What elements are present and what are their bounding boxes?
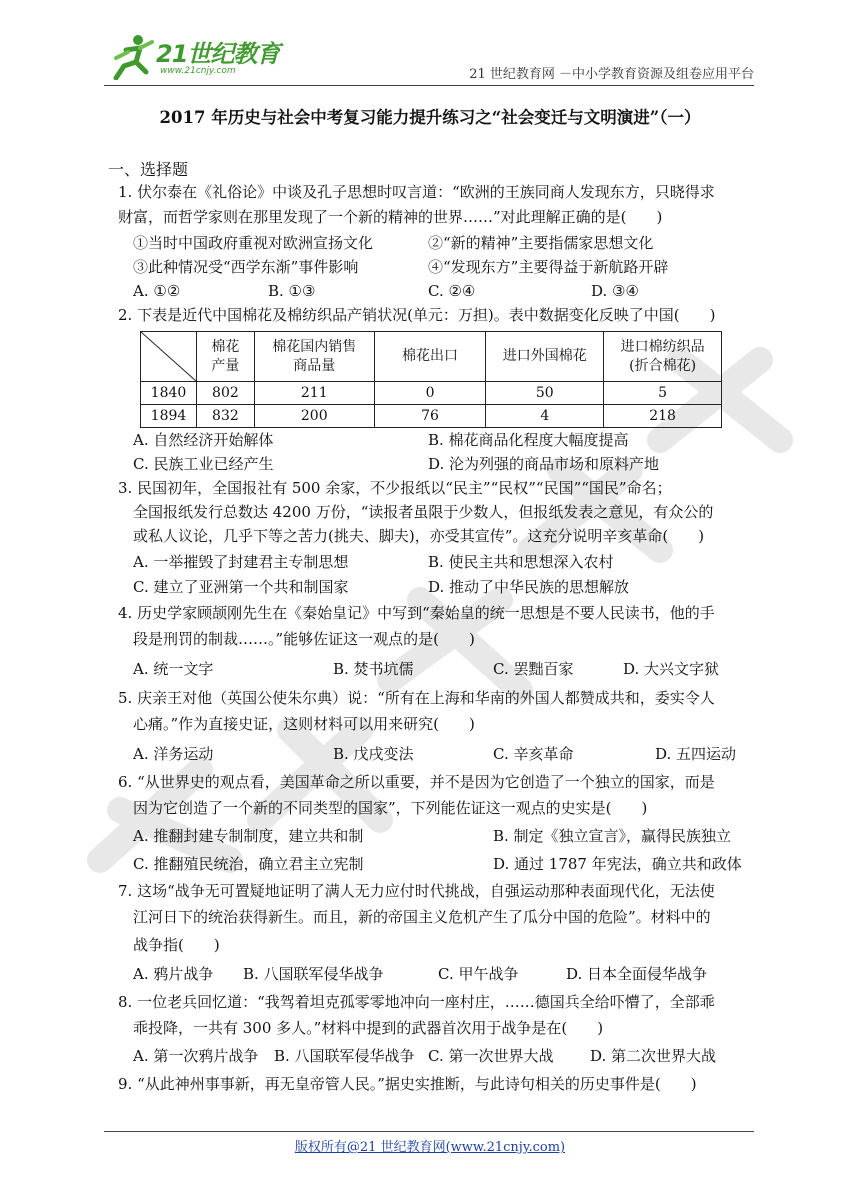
q5-line2: 心痛。”作为直接史证，这则材料可以用来研究( ): [133, 715, 475, 733]
q4-option-a[interactable]: A. 统一文字: [133, 660, 214, 678]
q1-statement-3: ③此种情况受“西学东渐”事件影响: [133, 258, 359, 276]
q1-line2: 财富，而哲学家则在那里发现了一个新的精神的世界……”对此理解正确的是( ): [118, 208, 663, 226]
table-header-cell: 进口外国棉花: [486, 332, 604, 382]
q8-option-b[interactable]: B. 八国联军侵华战争: [274, 1047, 415, 1065]
q1-statement-4: ④“发现东方”主要得益于新航路开辟: [428, 258, 669, 276]
q3-option-b[interactable]: B. 使民主共和思想深入农村: [428, 553, 614, 571]
footer-copyright-link[interactable]: 版权所有@21 世纪教育网(www.21cnjy.com): [294, 1140, 566, 1155]
table-cell: 832: [196, 405, 254, 428]
table-header-cell: 棉花国内销售 商品量: [254, 332, 374, 382]
q2-option-c[interactable]: C. 民族工业已经产生: [133, 455, 274, 473]
site-logo[interactable]: [104, 30, 304, 84]
q3-line1: 3. 民国初年，全国报社有 500 余家，不少报纸以“民主”“民权”“民国”“国民”命名；: [118, 479, 672, 497]
q5-option-d[interactable]: D. 五四运动: [655, 745, 737, 763]
q9-line1: 9. “从此神州事事新，再无皇帝管人民。”据史实推断，与此诗句相关的历史事件是( ): [118, 1075, 697, 1093]
table-cell: 200: [254, 405, 374, 428]
q1-line1: 1. 伏尔泰在《礼俗论》中谈及孔子思想时叹言道：“欧洲的王族同商人发现东方，只晓得求: [118, 183, 715, 201]
q4-line1: 4. 历史学家顾颉刚先生在《秦始皇记》中写到“秦始皇的统一思想是不要人民读书，他的手: [118, 604, 715, 622]
q3-option-c[interactable]: C. 建立了亚洲第一个共和制国家: [133, 578, 349, 596]
runner-logo-icon: [108, 32, 156, 80]
q4-line2: 段是刑罚的制裁……。”能够佐证这一观点的是( ): [133, 630, 475, 648]
table-cell: 76: [374, 405, 486, 428]
q7-line1: 7. 这场“战争无可置疑地证明了满人无力应付时代挑战，自强运动那种表面现代化，无法使: [118, 882, 715, 900]
q7-option-c[interactable]: C. 甲午战争: [438, 965, 519, 983]
table-header-cell: 棉花出口: [374, 332, 486, 382]
q3-line2: 全国报纸发行总数达 4200 万份，“读报者虽限于少数人，但报纸发表之意见，有众公的: [133, 503, 714, 521]
q6-option-d[interactable]: D. 通过 1787 年宪法，确立共和政体: [493, 855, 742, 873]
q1-option-c[interactable]: C. ②④: [428, 282, 476, 300]
q7-option-d[interactable]: D. 日本全面侵华战争: [566, 965, 708, 983]
q5-option-b[interactable]: B. 戊戌变法: [333, 745, 414, 763]
q1-statement-2: ②“新的精神”主要指儒家思想文化: [428, 234, 654, 252]
table-corner-cell: [141, 332, 197, 382]
header-tagline: 21 世纪教育网 －中小学教育资源及组卷应用平台: [469, 67, 754, 82]
q5-line1: 5. 庆亲王对他（英国公使朱尔典）说：“所有在上海和华南的外国人都赞成共和，委实令人: [118, 689, 715, 707]
table-cell: 802: [196, 382, 254, 405]
q5-option-a[interactable]: A. 洋务运动: [133, 745, 214, 763]
q8-line2: 乖投降，一共有 300 多人。”材料中提到的武器首次用于战争是在( ): [133, 1019, 604, 1037]
q2-option-b[interactable]: B. 棉花商品化程度大幅度提高: [428, 431, 629, 449]
q7-line2: 江河日下的统治获得新生。而且，新的帝国主义危机产生了瓜分中国的危险”。材料中的: [133, 908, 711, 926]
q1-option-a[interactable]: A. ①②: [133, 282, 181, 300]
q2-line1: 2. 下表是近代中国棉花及棉纺织品产销状况(单元：万担)。表中数据变化反映了中国( ): [118, 306, 716, 324]
q5-option-c[interactable]: C. 辛亥革命: [493, 745, 574, 763]
table-row: [141, 382, 722, 405]
q2-option-a[interactable]: A. 自然经济开始解体: [133, 431, 274, 449]
q7-option-b[interactable]: B. 八国联军侵华战争: [243, 965, 384, 983]
q6-option-c[interactable]: C. 推翻殖民统治，确立君主立宪制: [133, 855, 364, 873]
table-cell: 1894: [141, 405, 197, 428]
table-cell: 0: [374, 382, 486, 405]
cotton-data-table: [140, 331, 722, 428]
table-header-row: [141, 332, 722, 382]
page-title: 2017 年历史与社会中考复习能力提升练习之“社会变迁与文明演进”（一）: [159, 108, 701, 127]
table-cell: 5: [604, 382, 722, 405]
q1-statement-1: ①当时中国政府重视对欧洲宣扬文化: [133, 234, 374, 252]
logo-url: www.21cnjy.com: [160, 66, 236, 76]
q3-line3: 或私人议论，几乎下等之苦力(挑夫、脚夫)，亦受其宣传”。这充分说明辛亥革命( ): [133, 527, 705, 545]
table-cell: 218: [604, 405, 722, 428]
q1-option-b[interactable]: B. ①③: [268, 282, 316, 300]
q7-option-a[interactable]: A. 鸦片战争: [133, 965, 214, 983]
table-header-cell: 棉花 产量: [196, 332, 254, 382]
q3-option-d[interactable]: D. 推动了中华民族的思想解放: [428, 578, 630, 596]
q6-line2: 因为它创造了一个新的不同类型的国家”，下列能佐证这一观点的史实是( ): [133, 799, 648, 817]
table-cell: 211: [254, 382, 374, 405]
footer-divider: [104, 1131, 754, 1132]
q4-option-d[interactable]: D. 大兴文字狱: [623, 660, 720, 678]
q8-option-a[interactable]: A. 第一次鸦片战争: [133, 1047, 259, 1065]
logo-text: 21世纪教育: [156, 40, 280, 68]
section-heading: 一、选择题: [108, 160, 189, 179]
q6-option-a[interactable]: A. 推翻封建专制制度，建立共和制: [133, 827, 364, 845]
q8-option-d[interactable]: D. 第二次世界大战: [590, 1047, 717, 1065]
q3-option-a[interactable]: A. 一举摧毁了封建君主专制思想: [133, 553, 349, 571]
q8-line1: 8. 一位老兵回忆道：“我驾着坦克孤零零地冲向一座村庄，……德国兵全给吓懵了，全部乖: [118, 993, 715, 1011]
q6-option-b[interactable]: B. 制定《独立宣言》，赢得民族独立: [493, 827, 732, 845]
q1-option-d[interactable]: D. ③④: [591, 282, 639, 300]
q2-option-d[interactable]: D. 沦为列强的商品市场和原料产地: [428, 455, 660, 473]
q4-option-c[interactable]: C. 罢黜百家: [493, 660, 574, 678]
table-cell: 1840: [141, 382, 197, 405]
q4-option-b[interactable]: B. 焚书坑儒: [333, 660, 414, 678]
page-header: [104, 30, 754, 86]
table-row: [141, 405, 722, 428]
table-cell: 4: [486, 405, 604, 428]
q6-line1: 6. “从世界史的观点看，美国革命之所以重要，并不是因为它创造了一个独立的国家，而是: [118, 773, 715, 791]
q8-option-c[interactable]: C. 第一次世界大战: [428, 1047, 554, 1065]
q7-line3: 战争指( ): [133, 936, 220, 954]
table-header-cell: 进口棉纺织品 (折合棉花): [604, 332, 722, 382]
table-cell: 50: [486, 382, 604, 405]
header-divider: [104, 85, 754, 86]
